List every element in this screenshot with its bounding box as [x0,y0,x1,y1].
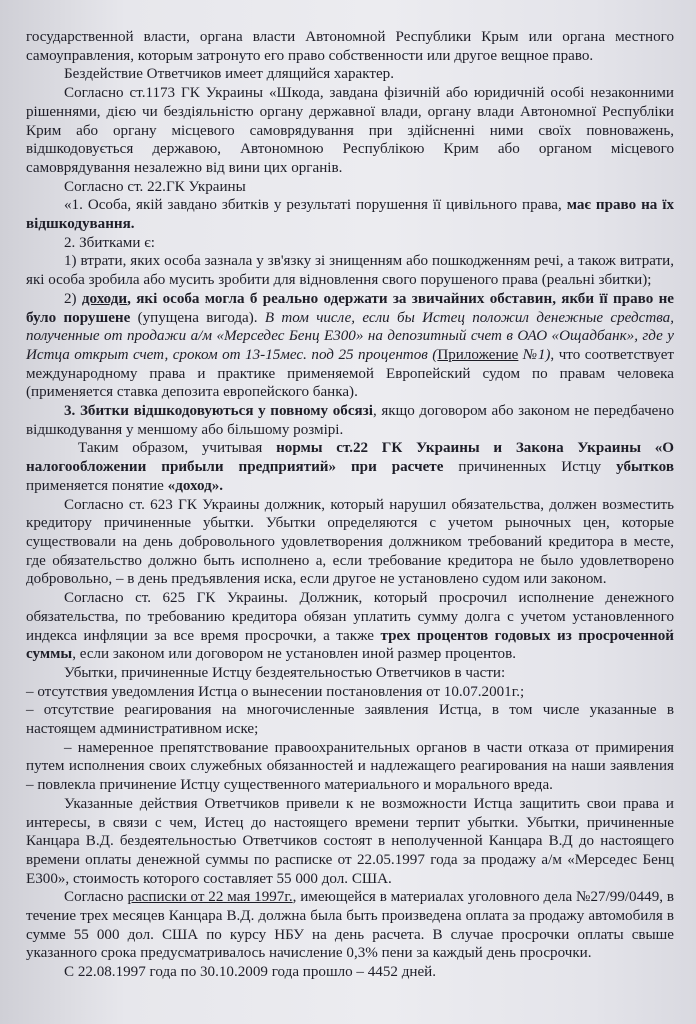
article-625-a: Согласно ст. 625 ГК Украины. Должник, который просрочил исполнение денежного обязательства, по требованию кредитора обязан уплатить сумму долга с учетом установленного индекса инфляции за все время просрочки, а также [26,590,674,644]
article-22-point-2-1: 1) втрати, яких особа зазнала у зв'язку зі знищенням або пошкодженням речі, а також витрати, які особа зробила або мусить зробити для відновлення свого порушеного права (реальні збитки); [26,253,674,289]
thus-c: причиненных Истцу [443,459,617,476]
article-22-point-1-bold: має право на їх відшкодування. [26,197,674,233]
intro-paragraph: государственной власти, органа власти Автономной Республики Крым или органа местного самоуправления, которым затронуто его право собственности или другое вещное право. [26,29,674,64]
thus-a: Таким образом, учитывая [78,440,277,457]
article-22-point-2-2 [26,290,674,402]
article-625-bold: трех процентов годовых из просроченной суммы [26,627,674,663]
article-623-paragraph: Согласно ст. 623 ГК Украины должник, который нарушил обязательства, должен возместить кредитору причиненные убытки. Убытки определяются с учетом рыночных цен, которые существовали на день добровольного удовлетворения должником требований кредитора в месте, где обязательство должно быть исполнено а, если требование кредитора не было удовлетворено добровольно, – в день предъявления иска, если другое не установлено судом или законом. [26,496,674,588]
article-22-point-1 [26,196,674,233]
point-2-2-rest: (упущена вигода). [130,309,265,326]
article-22-point-2: 2. Збитками є: [64,234,155,251]
point-2-2-number: 2) [64,290,82,307]
article-22-point-1-text: «1. Особа, якій завдано збитків у результаті порушення її цивільного права, [64,197,567,214]
point-3-bold: 3. Збитки відшкодовуються у повному обсязі [64,403,373,420]
receipt-paragraph [26,888,674,963]
article-1173-paragraph [26,84,674,178]
receipt-b: , имеющейся в материалах уголовного дела №27/99/0449, в течение трех месяцев Канцара В.Д. должна была быть произведена оплата за продажу автомобиля в сумме 55 000 дол. США по курсу НБУ на день расчета. В случае просрочки оплаты свыше указанного срока предусматривалось начисление 0,3% пени за каждый день просрочки. [26,889,674,962]
actions-paragraph: Указанные действия Ответчиков привели к не возможности Истца защитить свои права и интересы, в связи с чем, Истец до настоящего времени терпит убытки. Убытки, причиненные Канцара В.Д. бездеятельностью Ответчиков состоят в неполученной Канцара В.Д до настоящего времени оплаты денежной суммы по расписке от 22.05.1997 года за продажу а/м «Мерседес Бенц Е300», стоимость которого составляет 55 000 дол. США. [26,795,674,887]
article-1173-quote: Шкода, завдана фізичній або юридичній особі незаконними рішеннями, дією чи бездіяльністю органу державної влади, органу влади Автономної Республіки Крим або органу місцевого самоврядування при здійсненні ними своїх повноважень, відшкодовується державою, Автономною Республікою Крим або органом місцевого самоврядування незалежно від вини цих органів. [26,85,674,176]
losses-item-2: – отсутствие реагирования на многочисленные заявления Истца, в том числе указанные в настоящем административном иске; [26,702,674,738]
point-2-2-italic-2: №1) [518,346,551,363]
days-paragraph: С 22.08.1997 года по 30.10.2009 года прошло – 4452 дней. [64,964,437,981]
article-625-c: , если законом или договором не установлен иной размер процентов. [72,646,516,663]
article-625-paragraph [26,589,674,664]
point-3-rest: , якщо договором або законом не передбачено відшкодування у меншому або більшому розмірі. [26,403,674,438]
appendix-reference: Приложение [437,346,519,363]
inaction-paragraph: Бездействие Ответчиков имеет длящийся характер. [64,66,394,83]
thus-b: нормы ст.22 ГК Украины и Закона Украины «О налогообложении прибыли предприятий» при расчете [26,440,674,476]
losses-item-1: – отсутствия уведомления Истца о вынесении постановления от 10.07.2001г.; [26,683,525,700]
losses-item-3: – намеренное препятствование правоохранительных органов в части отказа от примирения путем исполнения своих служебных обязанностей и надлежащего реагирования на наши заявления – повлекла причинение Истцу существенного материального и морального вреда. [26,739,674,794]
article-1173-intro: Согласно ст.1173 ГК Украины « [64,85,277,102]
article-22-point-3 [26,402,674,439]
receipt-reference: расписки от 22 мая 1997г. [127,889,293,906]
point-2-2-bold: , які особа могла б реально одержати за звичайних обставин, якби її право не було порушене [26,290,674,326]
thus-f: «доход». [167,477,224,494]
receipt-a: Согласно [64,889,128,906]
thus-paragraph [26,439,674,495]
point-2-2-italic: В том числе, если бы Истец положил денежные средства, полученные от продажи а/м «Мерседес Бенц Е300» на депозитный счет в ОАО «Ощадбанк», где у Истца открыт счет, сроком от 13-15мес. под 25 процентов ( [26,309,674,363]
income-term: доходи [81,290,128,307]
point-2-2-tail: , что соответствует международному права и практике применяемой Европейский судом по правам человека (применяется ставка депозита европейского банка). [26,346,675,401]
article-22-heading: Согласно ст. 22.ГК Украины [64,178,246,195]
thus-d: убытков [616,459,675,476]
losses-intro: Убытки, причиненные Истцу бездеятельностью Ответчиков в части: [64,664,506,681]
thus-e: применяется понятие [26,477,168,494]
